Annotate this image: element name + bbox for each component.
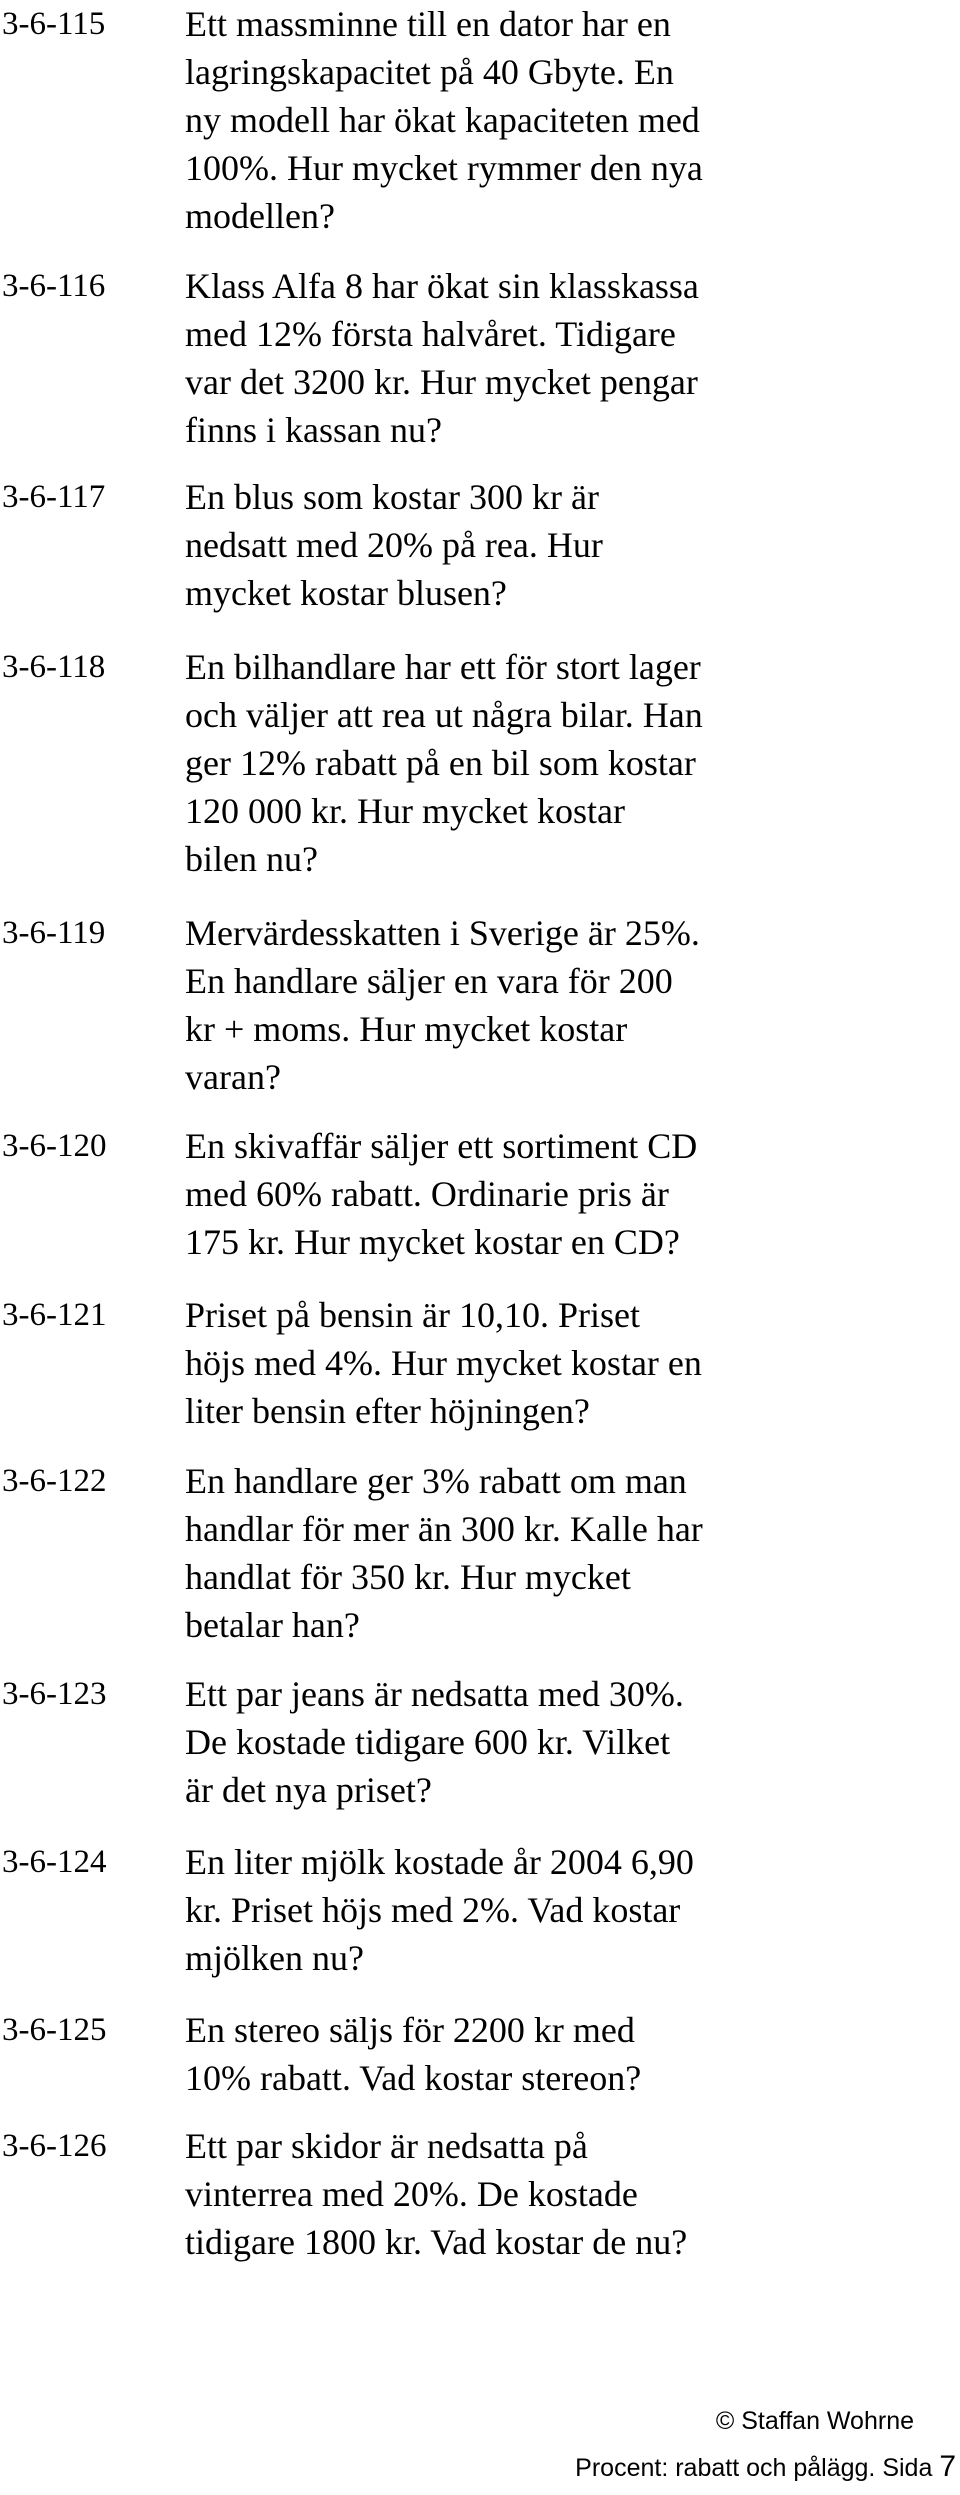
problem-text: [185, 2122, 835, 2266]
problem-text: [185, 262, 835, 454]
problem-number: 3-6-121: [2, 1297, 107, 1333]
problem-line: mycket kostar blusen?: [185, 573, 507, 613]
page-footer-label: Procent: rabatt och pålägg. Sida: [575, 2454, 933, 2482]
problem-line: En handlare ger 3% rabatt om man: [185, 1461, 687, 1501]
problem-line: ny modell har ökat kapaciteten med: [185, 100, 700, 140]
problem-text: [185, 2006, 835, 2102]
copyright-notice: © Staffan Wohrne: [715, 2407, 914, 2435]
problem-text: [185, 1838, 835, 1982]
problem-line: Mervärdesskatten i Sverige är 25%.: [185, 913, 700, 953]
problem-line: kr + moms. Hur mycket kostar: [185, 1009, 628, 1049]
problem-line: En stereo säljs för 2200 kr med: [185, 2010, 635, 2050]
problem-line: 100%. Hur mycket rymmer den nya: [185, 148, 703, 188]
problem-line: En handlare säljer en vara för 200: [185, 961, 673, 1001]
problem-text: [185, 643, 835, 883]
page-number: 7: [939, 2450, 956, 2483]
problem-line: mjölken nu?: [185, 1938, 364, 1978]
problem-number: 3-6-124: [2, 1844, 107, 1880]
problem-line: 175 kr. Hur mycket kostar en CD?: [185, 1222, 680, 1262]
problem-line: En liter mjölk kostade år 2004 6,90: [185, 1842, 694, 1882]
problem-text: [185, 473, 835, 617]
problem-number: 3-6-123: [2, 1676, 107, 1712]
problem-text: [185, 909, 835, 1101]
problem-line: var det 3200 kr. Hur mycket pengar: [185, 362, 698, 402]
problem-line: handlat för 350 kr. Hur mycket: [185, 1557, 631, 1597]
problem-line: finns i kassan nu?: [185, 410, 442, 450]
problem-line: Ett par jeans är nedsatta med 30%.: [185, 1674, 684, 1714]
problem-line: ger 12% rabatt på en bil som kostar: [185, 743, 696, 783]
problem-text: [185, 1122, 835, 1266]
problem-number: 3-6-116: [2, 268, 106, 304]
problem-line: En blus som kostar 300 kr är: [185, 477, 599, 517]
problem-line: modellen?: [185, 196, 335, 236]
problem-line: med 12% första halvåret. Tidigare: [185, 314, 676, 354]
problem-line: vinterrea med 20%. De kostade: [185, 2174, 638, 2214]
problem-line: Klass Alfa 8 har ökat sin klasskassa: [185, 266, 699, 306]
problem-line: betalar han?: [185, 1605, 360, 1645]
page-footer: [575, 2452, 956, 2483]
problem-number: 3-6-115: [2, 6, 106, 42]
problem-line: lagringskapacitet på 40 Gbyte. En: [185, 52, 674, 92]
problem-number: 3-6-118: [2, 649, 106, 685]
problem-line: med 60% rabatt. Ordinarie pris är: [185, 1174, 669, 1214]
problem-number: 3-6-126: [2, 2128, 107, 2164]
problem-line: De kostade tidigare 600 kr. Vilket: [185, 1722, 671, 1762]
problem-line: kr. Priset höjs med 2%. Vad kostar: [185, 1890, 681, 1930]
problem-line: 10% rabatt. Vad kostar stereon?: [185, 2058, 642, 2098]
problem-number: 3-6-120: [2, 1128, 107, 1164]
problem-text: [185, 1457, 835, 1649]
problem-number: 3-6-119: [2, 915, 106, 951]
problem-number: 3-6-122: [2, 1463, 107, 1499]
problem-line: En skivaffär säljer ett sortiment CD: [185, 1126, 698, 1166]
problem-text: [185, 0, 835, 240]
problem-line: bilen nu?: [185, 839, 318, 879]
problem-line: höjs med 4%. Hur mycket kostar en: [185, 1343, 702, 1383]
problem-line: Ett par skidor är nedsatta på: [185, 2126, 588, 2166]
problem-line: tidigare 1800 kr. Vad kostar de nu?: [185, 2222, 688, 2262]
problem-number: 3-6-125: [2, 2012, 107, 2048]
problem-line: 120 000 kr. Hur mycket kostar: [185, 791, 625, 831]
problem-line: En bilhandlare har ett för stort lager: [185, 647, 701, 687]
problem-line: liter bensin efter höjningen?: [185, 1391, 590, 1431]
problem-line: Priset på bensin är 10,10. Priset: [185, 1295, 640, 1335]
problem-text: [185, 1670, 835, 1814]
problem-number: 3-6-117: [2, 479, 106, 515]
problem-line: och väljer att rea ut några bilar. Han: [185, 695, 703, 735]
problem-line: varan?: [185, 1057, 281, 1097]
problem-line: Ett massminne till en dator har en: [185, 4, 671, 44]
problem-line: nedsatt med 20% på rea. Hur: [185, 525, 603, 565]
problem-line: är det nya priset?: [185, 1770, 432, 1810]
problem-text: [185, 1291, 835, 1435]
problem-line: handlar för mer än 300 kr. Kalle har: [185, 1509, 703, 1549]
